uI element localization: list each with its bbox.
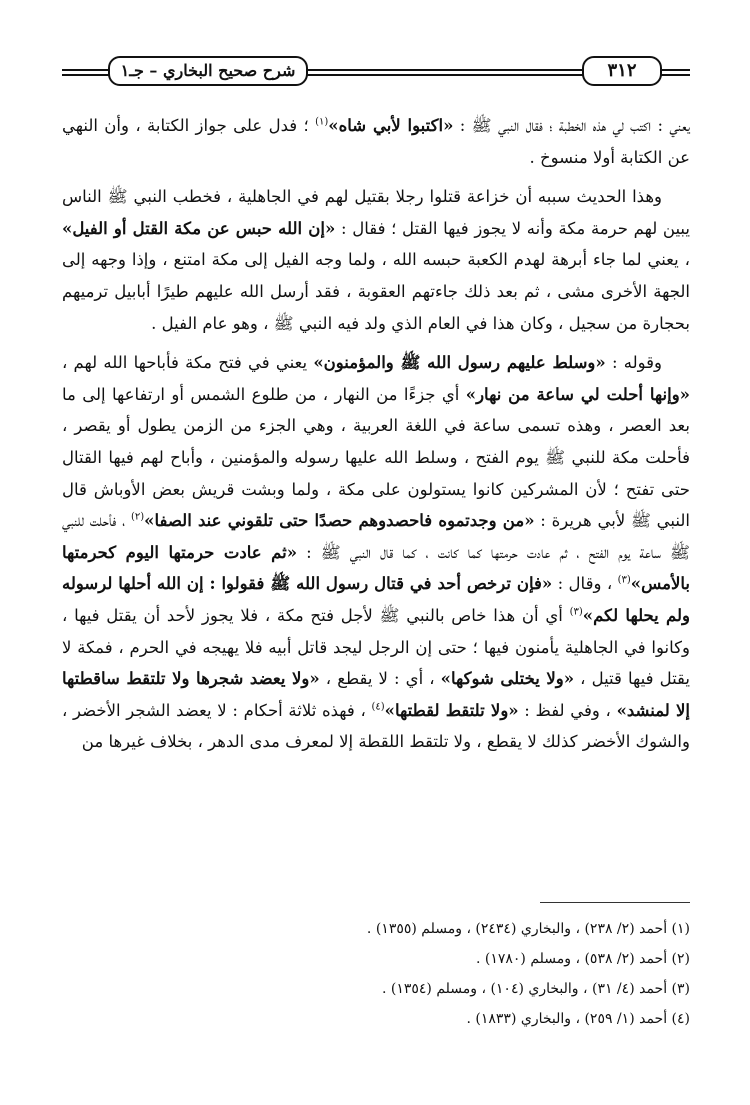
hadith-quote: «اكتبوا لأبي شاه» [328, 116, 454, 135]
main-text [62, 110, 690, 766]
hadith-quote: «وإنها أحلت لي ساعة من نهار» [465, 384, 690, 404]
hadith-quote: «ثم عادت حرمتها اليوم كحرمتها بالأمس» [62, 542, 690, 594]
paragraph [62, 110, 690, 173]
footnote-ref: (٢) [130, 511, 145, 523]
footnote-item: (٤) أحمد (١/ ٢٥٩) ، والبخاري (١٨٣٣) . [466, 1011, 690, 1027]
text-run: ، وفي لفظ : [518, 700, 617, 720]
hadith-quote: «إن الله حبس عن مكة القتل أو الفيل» [62, 218, 336, 238]
paragraph [62, 181, 690, 339]
footnote-ref: (٤) [371, 701, 385, 713]
text-run: وهذا الحديث سببه أن خزاعة قتلوا رجلا بقتيل لهم في الجاهلية ، فخطب النبي ﷺ الناس يبين لهم حرمة مكة وأنه لا يجوز فيها القتل ؛ فقال : [62, 187, 690, 238]
text-run: أي أن هذا خاص بالنبي ﷺ لأجل فتح مكة ، فلا يجوز لأحد أن يقتل فيها ، وكانوا في الجاهلية يأمنون فيها ؛ حتى إن الرجل ليجد قاتل أبيه فلا يهيجه في الحرم ، فمكة لا يقتل فيها قتيل ، [62, 605, 690, 689]
hadith-quote: «ولا يختلى شوكها» [440, 669, 575, 689]
paragraph [62, 347, 690, 758]
hadith-quote: «ولا تلتقط لقطتها» [384, 700, 519, 720]
footnote-ref: (١) [315, 116, 329, 128]
footnote-ref: (٣) [617, 574, 631, 586]
page-header [62, 56, 690, 86]
text-run: وقوله : [605, 353, 662, 373]
text-run: أي جزءًا من النهار ، من طلوع الشمس أو ارتفاعها إلى ما بعد العصر ، وهذه تسمى ساعة في اللغة العربية ، وهي الجزء من الزمن يطول أو يقصر ، فأحلت مكة للنبي ﷺ يوم الفتح ، وسلط الله عليها رسوله والمؤمنين ، وأباح لهم فيها القتال حتى تفتح ؛ لأن المشركين كانوا يستولون على مكة ، ولما وبشت قريش بعض الأوباش قال النبي ﷺ لأبي هريرة : [62, 384, 690, 531]
footnote-ref: (٣) [569, 606, 583, 618]
text-run: ، يعني لما جاء أبرهة لهدم الكعبة حبسه الله ، ولما وجه الفيل إلى مكة امتنع ، وإذا وجهه إلى الجهة الأخرى مشى ، ثم بعد ذلك جاءتهم العقوبة ، فقد أرسل الله عليهم طيرًا أبابيل ترميهم بحجارة من سجيل ، وكان هذا في العام الذي ولد فيه النبي ﷺ ، وهو عام الفيل . [62, 250, 690, 333]
hadith-quote: «من وجدتموه فاحصدوهم حصدًا حتى تلقوني عند الصفا» [144, 511, 535, 531]
text-run: ، وقال : [552, 574, 618, 594]
hadith-quote: «ولا يعضد شجرها ولا تلتقط ساقطتها إلا لمنشد» [62, 669, 690, 720]
footnote-item: (٢) أحمد (٢/ ٥٣٨) ، ومسلم (١٧٨٠) . [475, 951, 690, 967]
hadith-quote: «فإن ترخص أحد في قتال رسول الله ﷺ فقولوا : إن الله أحلها لرسوله ولم يحلها لكم» [62, 574, 690, 625]
text-run: ، أي : لا يقطع ، [319, 669, 441, 689]
page-number: ٣١٢ [582, 56, 662, 86]
book-title: شرح صحيح البخاري – جـ١ [108, 56, 308, 86]
text-run: ؛ فدل على جواز الكتابة ، وأن النهي عن الكتابة أولا منسوخ . [62, 116, 690, 167]
footnote-item: (١) أحمد (٢/ ٢٣٨) ، والبخاري (٢٤٣٤) ، ومسلم (١٣٥٥) . [366, 921, 690, 937]
footnotes [62, 914, 690, 1034]
hadith-quote: «وسلط عليهم رسول الله ﷺ والمؤمنون» [313, 353, 606, 373]
text-run: يعني : اكتب لي هذه الخطبة ؛ فقال النبي ﷺ : [453, 116, 690, 135]
footnote-item: (٣) أحمد (٤/ ٣١) ، والبخاري (١٠٤) ، ومسلم (١٣٥٤) . [381, 981, 690, 997]
footnote-divider [540, 902, 690, 903]
text-run: ، فأحلت للنبي ﷺ ساعة يوم الفتح ، ثم عادت حرمتها كما كانت ، كما قال النبي ﷺ : [62, 511, 690, 562]
text-run: ، فهذه ثلاثة أحكام : لا يعضد الشجر الأخضر ، والشوك الأخضر كذلك لا يقطع ، ولا تلتقط اللقطة إلا لمعرف مدى الدهر ، بخلاف غيرها من [62, 700, 690, 752]
text-run: يعني في فتح مكة فأباحها الله لهم ، [62, 353, 314, 373]
